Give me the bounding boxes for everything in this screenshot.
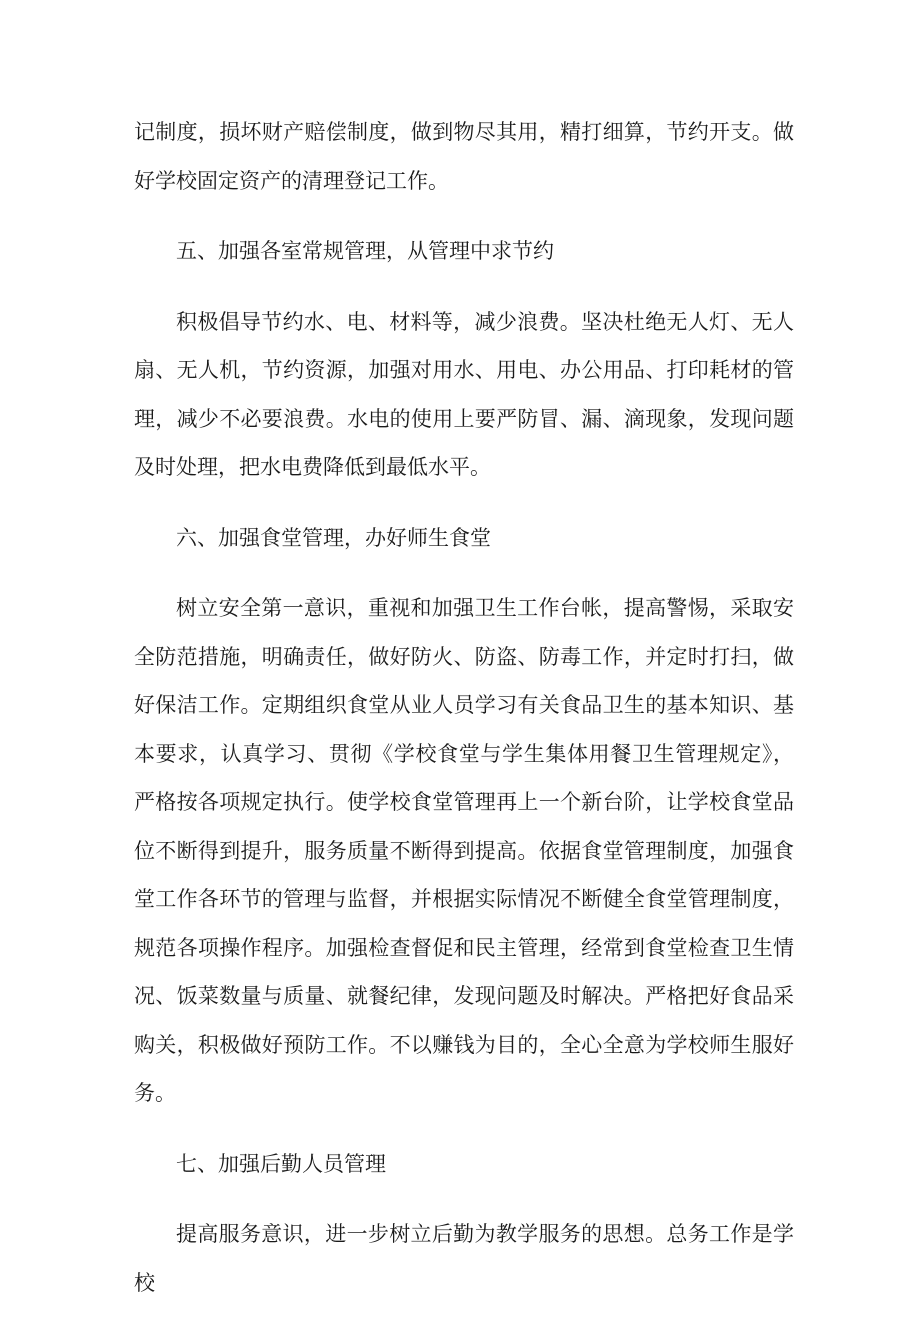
section-heading-7: 七、加强后勤人员管理 <box>176 1151 386 1176</box>
paragraph-section-6: 树立安全第一意识，重视和加强卫生工作台帐，提高警惕，采取安全防范措施，明确责任，做好防火、防盗、防毒工作，并定时打扫，做好保洁工作。定期组织食堂从业人员学习有关食品卫生的基本知识、基本要求，认真学习、贯彻《学校食堂与学生集体用餐卫生管理规定》，严格按各项规定执行。使学校食堂管理再上一个新台阶，让学校食堂品位不断得到提升，服务质量不断得到提高。依据食堂管理制度，加强食堂工作各环节的管理与监督，并根据实际情况不断健全食堂管理制度，规范各项操作程序。加强检查督促和民主管理，经常到食堂检查卫生情况、饭菜数量与质量、就餐纪律，发现问题及时解决。严格把好食品采购关，积极做好预防工作。不以赚钱为目的，全心全意为学校师生服好务。 <box>134 596 794 1105</box>
paragraph-continuation: 记制度，损坏财产赔偿制度，做到物尽其用，精打细算，节约开支。做好学校固定资产的清理登记工作。 <box>134 120 794 193</box>
paragraph-section-5: 积极倡导节约水、电、材料等，减少浪费。坚决杜绝无人灯、无人扇、无人机，节约资源，加强对用水、用电、办公用品、打印耗材的管理，减少不必要浪费。水电的使用上要严防冒、漏、滴现象，发现问题及时处理，把水电费降低到最低水平。 <box>134 309 794 479</box>
section-heading-5: 五、加强各室常规管理，从管理中求节约 <box>176 239 554 263</box>
section-heading-6: 六、加强食堂管理，办好师生食堂 <box>176 525 491 550</box>
paragraph-section-7: 提高服务意识，进一步树立后勤为教学服务的思想。总务工作是学校 <box>134 1222 794 1295</box>
document-body <box>134 108 794 1329</box>
